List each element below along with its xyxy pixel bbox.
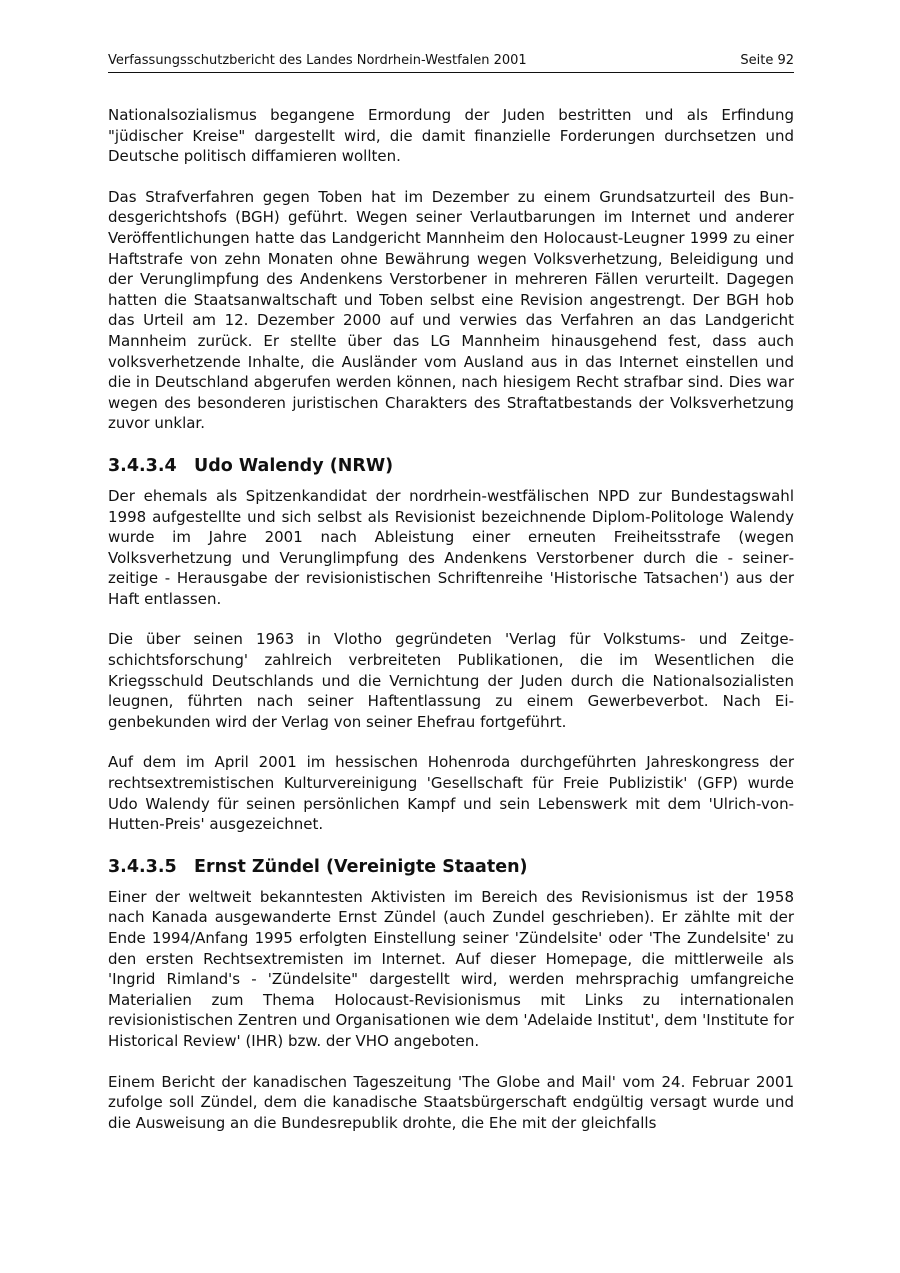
paragraph: Auf dem im April 2001 im hessischen Hohenroda durchgeführten Jahreskongress der rechtsextremistischen Kulturvereinigung 'Gesellschaft für Freie Publizistik' (GFP) wurde Udo Walendy für seinen persönlichen Kampf und sein Lebenswerk mit dem 'Ulrich-von-Hutten-Preis' ausgezeichnet. (108, 753, 794, 834)
section-title: Ernst Zündel (Vereinigte Staaten) (194, 856, 528, 877)
page-content (108, 105, 794, 1133)
section-heading-zuendel (108, 855, 794, 879)
paragraph: Nationalsozialismus begangene Ermordung der Juden bestritten und als Erfindung "jüdischer Kreise" dargestellt wird, die damit finanzielle Forderungen durchsetzen und Deutsche politisch diffamieren wollten. (108, 106, 794, 166)
paragraph: Der ehemals als Spitzenkandidat der nordrhein-westfälischen NPD zur Bundestagswahl 1998 aufgestellte und sich selbst als Revisionist bezeichnende Diplom-Politologe Walendy wurde im Jahre 2001 nach Ableistung einer erneuten Freiheitsstrafe (wegen Volksverhetzung und Verunglimpfung des Andenkens Verstorbener durch die - seinerzeitige - Herausgabe der revisionistischen Schriftenreihe 'Historische Tatsachen') aus der Haft entlassen. (108, 486, 794, 608)
paragraph: Das Strafverfahren gegen Toben hat im Dezember zu einem Grundsatzurteil des Bundesgerichtshofs (BGH) geführt. Wegen seiner Verlautbarungen im Internet und anderer Veröffentlichungen hatte das Landgericht Mannheim den Holocaust-Leugner 1999 zu einer Haftstrafe von zehn Monaten ohne Bewährung wegen Volksverhetzung, Beleidigung und der Verunglimpfung des Andenkens Verstorbener in mehreren Fällen verurteilt. Dagegen hatten die Staatsanwaltschaft und Toben selbst eine Revision angestrengt. Der BGH hob das Urteil am 12. Dezember 2000 auf und verwies das Verfahren an das Landgericht Mannheim zurück. Er stellte über das LG Mannheim hinausgehend fest, dass auch volksverhetzende Inhalte, die Ausländer vom Ausland aus in das Internet einstellen und die in Deutschland abgerufen werden können, nach hiesigem Recht strafbar sind. Dies war wegen des besonderen juristischen Charakters des Straftatbestands der Volksverhetzung zuvor unklar. (108, 187, 794, 433)
paragraph: Einem Bericht der kanadischen Tageszeitung 'The Globe and Mail' vom 24. Februar 2001 zufolge soll Zündel, dem die kanadische Staatsbürgerschaft endgültig versagt wurde und die Ausweisung an die Bundesrepublik drohte, die Ehe mit der gleichfalls (108, 1072, 794, 1132)
section-title: Udo Walendy (NRW) (194, 455, 394, 476)
page-header (108, 52, 794, 73)
section-number: 3.4.3.4 (108, 455, 177, 476)
page-number: Seite 92 (740, 53, 794, 68)
section-number: 3.4.3.5 (108, 856, 177, 877)
header-title: Verfassungsschutzbericht des Landes Nordrhein-Westfalen 2001 (108, 53, 527, 68)
paragraph: Einer der weltweit bekanntesten Aktivisten im Bereich des Revisionismus ist der 1958 nach Kanada ausgewanderte Ernst Zündel (auch Zundel geschrieben). Er zählte mit der Ende 1994/Anfang 1995 erfolgten Einstellung seiner 'Zündelsite' oder 'The Zundelsite' zu den ersten Rechtsextremisten im Internet. Auf dieser Homepage, die mittlerweile als 'Ingrid Rimland's - 'Zündelsite" dargestellt wird, werden mehrsprachig umfangreiche Materialien zum Thema Holocaust-Revisionismus mit Links zu internationalen revisionistischen Zentren und Organisationen wie dem 'Adelaide Institut', dem 'Institute for Historical Review' (IHR) bzw. der VHO angeboten. (108, 887, 794, 1050)
paragraph: Die über seinen 1963 in Vlotho gegründeten 'Verlag für Volkstums- und Zeitgeschichtsforschung' zahlreich verbreiteten Publikationen, die im Wesentlichen die Kriegsschuld Deutschlands und die Vernichtung der Juden durch die Nationalsozialisten leugnen, führten nach seiner Haftentlassung zu einem Gewerbeverbot. Nach Eigenbekunden wird der Verlag von seiner Ehefrau fortgeführt. (108, 630, 794, 731)
document-page (108, 52, 794, 1153)
section-heading-walendy (108, 454, 794, 478)
